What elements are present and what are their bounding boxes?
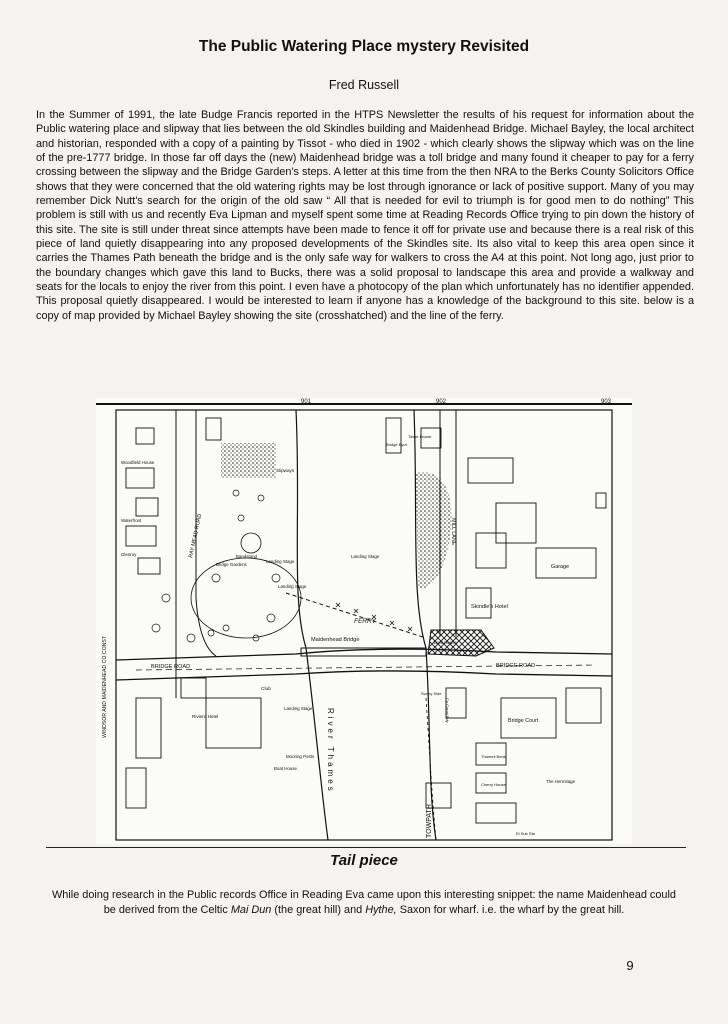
label-boat-house-1: Boat House <box>434 640 457 645</box>
label-garage: Garage <box>551 564 569 570</box>
label-towpath: TOWPATH <box>426 804 433 838</box>
label-ferry: FERRY <box>354 618 376 625</box>
tailpiece-term-hythe: Hythe, <box>365 903 397 916</box>
tailpiece-text-3: Saxon for wharf. i.e. the wharf by the great hill. <box>396 903 625 916</box>
label-bandstand: Bandstand <box>236 554 257 559</box>
tailpiece-title: Tail piece <box>330 852 398 869</box>
label-tower-house: Tower House <box>408 434 432 439</box>
label-landing-stage-2: Landing Stage <box>351 554 380 559</box>
article-body: In the Summer of 1991, the late Budge Francis reported in the HTPS Newsletter the results of his request for information about the Public watering place and slipway that lies between the old Skindles building and Maidenhead Bridge. Michael Bayley, the local architect and historian, responded with a copy of a painting by Tissot - who died in 1902 - which clearly shows the slipway which was on the line of the pre-1777 bridge. In those far off days the (new) Maidenhead bridge was a toll bridge and many found it cheaper to pay for a ferry crossing between the slipway and the Bridge Garden's steps. A letter at this time from the then NRA to the Berks County Solicitors Office shows that they were concerned that the old watering rights may be lost through ignorance or lack of positive support. Many of you may remember Dick Nutt's search for the origin of the old saw “ All that is needed for evil to triumph is for good men to do nothing” This problem is still with us and recently Eva Lipman and myself spent some time at Reading Records Office trying to pin down the history of this site. The site is still under threat since attempts have been made to fence it off for private use and because there is a real risk of this piece of land quietly disappearing into any proposed developments of the Skindles site. Its also vital to keep this area open since it carries the Thames Path beneath the bridge and is the only safe way for walkers to cross the A4 at this point. Not long ago, just prior to the boundary changes which gave this land to Bucks, there was a solid proposal to landscape this area and provide a walkway and seats for the locals to enjoy the river from this point. I even have a photocopy of the plan which unfortunately has no identifier appended. This proposal quietly disappeared. I would be interested to learn if anyone has a knowledge of the background to this site. below is a copy of map provided by Michael Bayley showing the site (crosshatched) and the line of the ferry. <box>36 109 694 322</box>
label-boat-house-2: Boat House <box>274 766 297 771</box>
label-ray-mead-road: RAY MEAD ROAD <box>188 513 204 559</box>
label-landing-stage-3: Landing Stage <box>278 584 307 589</box>
label-waterfront: Waterfront <box>121 518 142 523</box>
tailpiece-text-1: While doing research in the Public records Office in Reading Eva came upon this interesting snippet: the name Maidenhead could be derived from the Celtic <box>52 889 676 916</box>
label-bridge-road-2: BRIDGE ROAD <box>496 663 536 669</box>
label-mooring-posts: Mooring Posts <box>286 754 315 759</box>
label-woodfield-house: Woodfield House <box>121 460 155 465</box>
label-bridge-road-1: BRIDGE ROAD <box>151 664 191 670</box>
label-slipways: Slipways <box>276 468 295 473</box>
label-club: Club <box>261 687 271 692</box>
label-el-sub-sta: El Sub Sta <box>516 831 535 836</box>
label-bridge-court: Bridge Court <box>508 718 539 724</box>
article-author: Fred Russell <box>328 78 400 92</box>
label-skindles-hotel: Skindle's Hotel <box>471 604 508 610</box>
label-bridge-gardens: Bridge Gardens <box>216 562 247 567</box>
page-number: 9 <box>626 958 634 973</box>
label-landing-stage-4: Landing Stage <box>284 706 313 711</box>
label-maidenhead-bridge: Maidenhead Bridge <box>311 637 360 643</box>
grid-ref-902: 902 <box>436 399 447 405</box>
grid-ref-903: 903 <box>601 399 612 405</box>
label-cherry-house: Cherry House <box>481 782 506 787</box>
label-mill-lane: MILL LANE <box>450 518 456 546</box>
label-the-hermitage: The Hermitage <box>546 779 576 784</box>
label-riviera-hotel: Riviera Hotel <box>192 714 219 719</box>
wooded-area-west <box>221 443 276 478</box>
label-boundary: WINDSOR AND MAIDENHEAD CO CONST <box>102 635 108 738</box>
label-county-boundary: Co Const Bdy <box>445 698 450 723</box>
label-thames-bank: Thames Bank <box>481 754 506 759</box>
label-river-thames: River Thames <box>326 708 335 794</box>
section-divider <box>46 847 686 848</box>
article-title: The Public Watering Place mystery Revisited <box>198 38 530 55</box>
tailpiece-text <box>50 888 678 917</box>
label-landing-stage-1: Landing Stage <box>266 559 295 564</box>
label-bridge-eyot: Bridge Eyot <box>386 442 407 447</box>
grid-ref-901: 901 <box>301 399 312 405</box>
label-sunny-side: Sunny Side <box>421 691 442 696</box>
site-map <box>96 398 632 844</box>
tailpiece-term-mai-dun: Mai Dun <box>230 903 272 916</box>
tailpiece-text-2: (the great hill) and <box>271 903 366 916</box>
label-glenroy: Glenroy <box>121 552 137 557</box>
